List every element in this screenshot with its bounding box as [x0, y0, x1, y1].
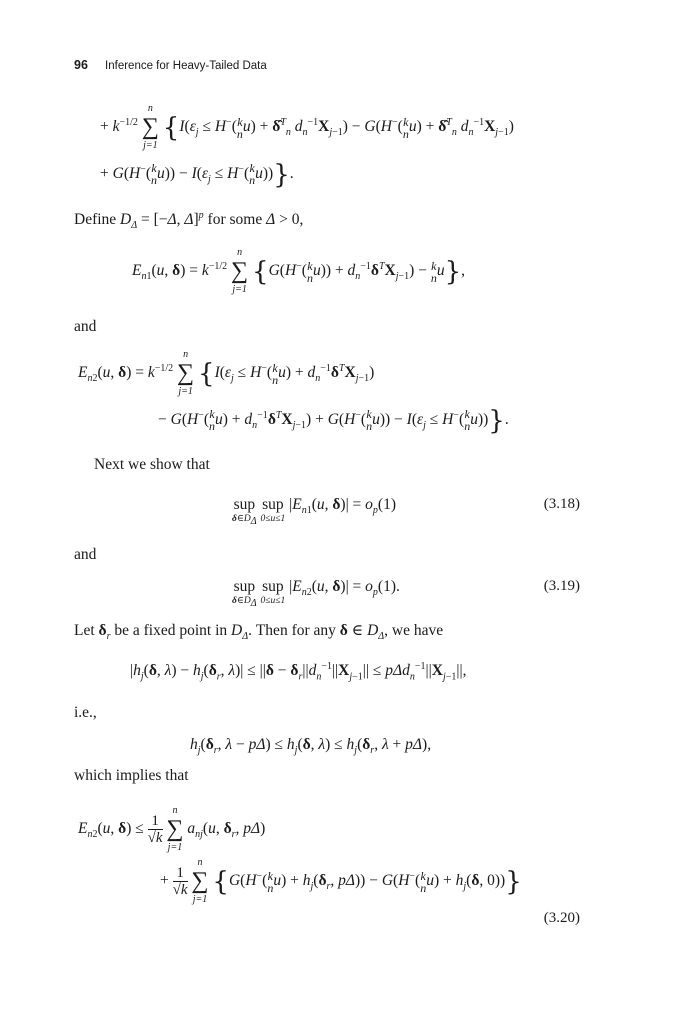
equation-number-3-20: (3.20) — [543, 910, 580, 926]
equation-continuation-1: + $k^{-1/2}$ n ∑ j=1 {$I(\varepsilon_j \le H^-$( k n u) + δ̂$^T_n$ $d_n^{-1}X_{j-1}) - G(H^-$( k n u) + δ̂$^T_n$ $d_n^{-1}X_{j-1}$) — [100, 103, 514, 151]
sum-symbol: n ∑ j=1 — [177, 349, 195, 397]
page-header — [74, 58, 267, 73]
let-tail: . Then for any — [248, 622, 336, 639]
define-tail: for some — [207, 211, 263, 229]
ie-text: i.e., — [74, 704, 97, 721]
equation-number-3-18: (3.18) — [543, 496, 580, 512]
next-we-show-text: Next we show that — [94, 456, 210, 473]
inequality-h: $|h_j(\delta$, $\lambda) - h_j(\delta_r$, $\lambda)| \le ||\delta - \delta_r||d_n^{-1}||X_{j-1}|| \le p\Delta d_n^{-1}||X_{j-1}||$, — [130, 661, 467, 683]
equation-En1: $E_{n1}(u$, $\delta) = k^{-1/2}$ n ∑ j=1 {G(H−( k n $u)) + d_n^{-1}\delta^TX_{j-1}$) − k n u}, — [132, 247, 465, 295]
equation-3-19: sup $\delta\in D_\Delta$ sup 0≤u≤1 $|E_{n2}(u$, $\delta)| = o_p(1)$. — [232, 578, 400, 609]
let-end: , we have — [384, 622, 444, 639]
let-line: Let $\delta_r$ be a fixed point in $D_\Delta$. Then for any δ ∈ $D_\Delta$, we have — [74, 622, 444, 643]
sum-symbol: n ∑ j=1 — [166, 805, 184, 853]
which-implies-text: which implies that — [74, 767, 189, 784]
page-number: 96 — [74, 58, 88, 72]
sum-symbol: n ∑ j=1 — [231, 247, 249, 295]
sum-symbol: n ∑ j=1 — [141, 103, 159, 151]
and-text-2: and — [74, 546, 97, 563]
equation-number-3-19: (3.19) — [543, 578, 580, 594]
equation-3-20-line2: + $\frac{1}{√k}$ n ∑ j=1 {G(H−( k n $u) + h_j(\delta_r$, pΔ)) − G(H−( k n $u) + h_j(\delta$, 0))} — [160, 857, 522, 905]
equation-continuation-2: + G(H−( k n $u)) - I(\varepsilon_j \le H^-$( k n u))}. — [100, 160, 294, 190]
let-word: Let — [74, 622, 95, 639]
define-line: Define $D_\Delta = [-\Delta$, Δ]$^p$ for some Δ > 0, — [74, 210, 304, 232]
and-text-1: and — [74, 318, 97, 335]
running-title: Inference for Heavy-Tailed Data — [105, 60, 267, 72]
sum-symbol: n ∑ j=1 — [191, 857, 209, 905]
equation-En2-line2: − G(H−( k n $u) + d_n^{-1}\delta^TX_{j-1}) + G(H^-$( k n $u)) - I(\varepsilon_j \le H^-$( k n u))}. — [158, 406, 509, 436]
equation-3-18: sup $\delta\in D_\Delta$ sup 0≤u≤1 $|E_{n1}(u$, $\delta)| = o_p(1)$ — [232, 496, 396, 527]
let-mid: be a fixed point in — [114, 622, 228, 639]
inequality-h-bounds: $h_j(\delta_r$, $\lambda - p\Delta) \le h_j(\delta$, $\lambda) \le h_j(\delta_r$, λ + pΔ), — [190, 736, 432, 757]
define-word: Define — [74, 211, 117, 229]
equation-3-20-line1: $E_{n2}(u$, δ) ≤ $\frac{1}{√k}$ n ∑ j=1 $a_{nj}(u$, $\delta_r$, pΔ) — [78, 805, 266, 853]
equation-En2-line1: $E_{n2}(u$, $\delta) = k^{-1/2}$ n ∑ j=1 {$I(\varepsilon_j \le H^-$( k n $u) + d_n^{-1}\delta^TX_{j-1}$) — [78, 349, 375, 397]
